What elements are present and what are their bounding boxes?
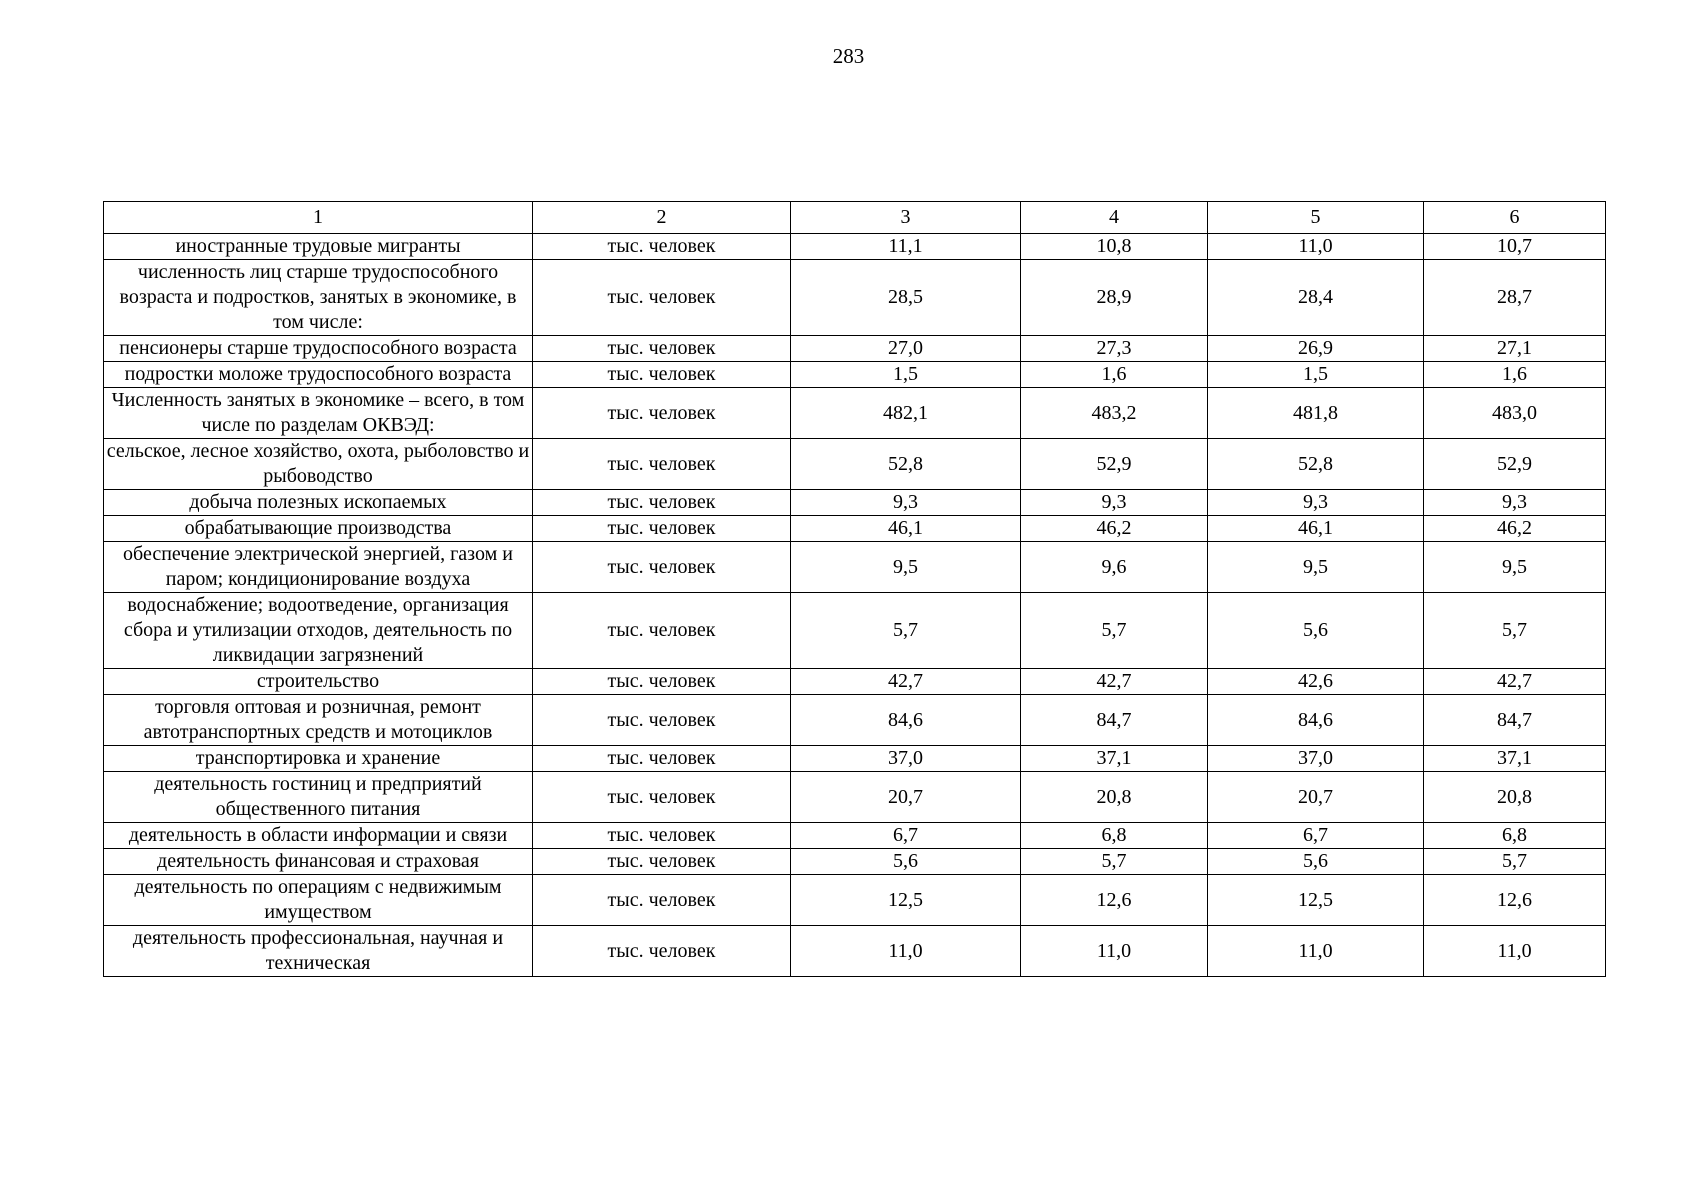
column-header: 3 [791, 202, 1021, 234]
value-cell: 52,9 [1424, 439, 1606, 490]
unit-cell: тыс. человек [533, 746, 791, 772]
value-cell: 46,2 [1021, 516, 1208, 542]
table-row [104, 695, 1606, 746]
value-cell: 5,7 [1021, 593, 1208, 669]
value-cell: 42,7 [791, 669, 1021, 695]
value-cell: 52,9 [1021, 439, 1208, 490]
value-cell: 20,8 [1424, 772, 1606, 823]
table-row [104, 772, 1606, 823]
column-header: 5 [1208, 202, 1424, 234]
value-cell: 42,6 [1208, 669, 1424, 695]
table-row [104, 849, 1606, 875]
unit-cell: тыс. человек [533, 490, 791, 516]
value-cell: 46,1 [791, 516, 1021, 542]
value-cell: 12,5 [1208, 875, 1424, 926]
value-cell: 9,3 [1208, 490, 1424, 516]
indicator-cell: подростки моложе трудоспособного возраста [104, 362, 533, 388]
indicator-cell: деятельность гостиниц и предприятий общественного питания [104, 772, 533, 823]
value-cell: 11,0 [791, 926, 1021, 977]
unit-cell: тыс. человек [533, 439, 791, 490]
table-row [104, 260, 1606, 336]
value-cell: 84,7 [1424, 695, 1606, 746]
unit-cell: тыс. человек [533, 695, 791, 746]
table-row [104, 542, 1606, 593]
value-cell: 10,7 [1424, 234, 1606, 260]
table-row [104, 362, 1606, 388]
value-cell: 6,8 [1021, 823, 1208, 849]
table-row [104, 823, 1606, 849]
value-cell: 9,3 [1021, 490, 1208, 516]
value-cell: 9,6 [1021, 542, 1208, 593]
value-cell: 9,3 [1424, 490, 1606, 516]
value-cell: 5,7 [1424, 849, 1606, 875]
unit-cell: тыс. человек [533, 336, 791, 362]
unit-cell: тыс. человек [533, 849, 791, 875]
indicator-cell: строительство [104, 669, 533, 695]
column-header: 1 [104, 202, 533, 234]
table-row [104, 490, 1606, 516]
value-cell: 12,6 [1424, 875, 1606, 926]
indicator-cell: обрабатывающие производства [104, 516, 533, 542]
value-cell: 5,7 [791, 593, 1021, 669]
page-number: 283 [832, 44, 865, 68]
value-cell: 11,0 [1021, 926, 1208, 977]
indicator-cell: деятельность профессиональная, научная и техническая [104, 926, 533, 977]
unit-cell: тыс. человек [533, 388, 791, 439]
value-cell: 6,7 [1208, 823, 1424, 849]
indicator-cell: водоснабжение; водоотведение, организация сбора и утилизации отходов, деятельность по ликвидации загрязнений [104, 593, 533, 669]
value-cell: 1,5 [791, 362, 1021, 388]
indicator-cell: численность лиц старше трудоспособного возраста и подростков, занятых в экономике, в том числе: [104, 260, 533, 336]
indicator-cell: деятельность по операциям с недвижимым имуществом [104, 875, 533, 926]
value-cell: 5,6 [1208, 849, 1424, 875]
table-row [104, 388, 1606, 439]
unit-cell: тыс. человек [533, 875, 791, 926]
unit-cell: тыс. человек [533, 362, 791, 388]
table-row [104, 875, 1606, 926]
value-cell: 6,8 [1424, 823, 1606, 849]
value-cell: 28,7 [1424, 260, 1606, 336]
value-cell: 5,6 [1208, 593, 1424, 669]
unit-cell: тыс. человек [533, 260, 791, 336]
value-cell: 11,0 [1208, 234, 1424, 260]
value-cell: 37,1 [1021, 746, 1208, 772]
value-cell: 84,6 [791, 695, 1021, 746]
value-cell: 20,7 [1208, 772, 1424, 823]
header-row [104, 202, 1606, 234]
value-cell: 11,0 [1424, 926, 1606, 977]
value-cell: 481,8 [1208, 388, 1424, 439]
unit-cell: тыс. человек [533, 926, 791, 977]
unit-cell: тыс. человек [533, 542, 791, 593]
indicator-cell: пенсионеры старше трудоспособного возраста [104, 336, 533, 362]
value-cell: 42,7 [1424, 669, 1606, 695]
table-row [104, 516, 1606, 542]
column-header: 4 [1021, 202, 1208, 234]
table-row [104, 746, 1606, 772]
unit-cell: тыс. человек [533, 772, 791, 823]
value-cell: 20,7 [791, 772, 1021, 823]
data-table [103, 201, 1606, 977]
column-header: 2 [533, 202, 791, 234]
value-cell: 28,5 [791, 260, 1021, 336]
indicator-cell: иностранные трудовые мигранты [104, 234, 533, 260]
value-cell: 6,7 [791, 823, 1021, 849]
value-cell: 483,2 [1021, 388, 1208, 439]
value-cell: 11,0 [1208, 926, 1424, 977]
value-cell: 5,7 [1021, 849, 1208, 875]
indicator-cell: деятельность в области информации и связи [104, 823, 533, 849]
column-header: 6 [1424, 202, 1606, 234]
value-cell: 1,6 [1424, 362, 1606, 388]
indicator-cell: обеспечение электрической энергией, газом и паром; кондиционирование воздуха [104, 542, 533, 593]
table-row [104, 439, 1606, 490]
table-row [104, 593, 1606, 669]
value-cell: 26,9 [1208, 336, 1424, 362]
value-cell: 28,4 [1208, 260, 1424, 336]
value-cell: 11,1 [791, 234, 1021, 260]
unit-cell: тыс. человек [533, 516, 791, 542]
value-cell: 9,5 [1208, 542, 1424, 593]
indicator-cell: Численность занятых в экономике – всего, в том числе по разделам ОКВЭД: [104, 388, 533, 439]
unit-cell: тыс. человек [533, 593, 791, 669]
value-cell: 46,1 [1208, 516, 1424, 542]
value-cell: 46,2 [1424, 516, 1606, 542]
value-cell: 12,6 [1021, 875, 1208, 926]
value-cell: 84,6 [1208, 695, 1424, 746]
value-cell: 1,6 [1021, 362, 1208, 388]
unit-cell: тыс. человек [533, 669, 791, 695]
value-cell: 27,3 [1021, 336, 1208, 362]
value-cell: 482,1 [791, 388, 1021, 439]
table-row [104, 336, 1606, 362]
value-cell: 5,7 [1424, 593, 1606, 669]
value-cell: 37,1 [1424, 746, 1606, 772]
value-cell: 9,5 [791, 542, 1021, 593]
table-body [104, 234, 1606, 977]
value-cell: 483,0 [1424, 388, 1606, 439]
value-cell: 9,5 [1424, 542, 1606, 593]
indicator-cell: деятельность финансовая и страховая [104, 849, 533, 875]
unit-cell: тыс. человек [533, 234, 791, 260]
table-row [104, 926, 1606, 977]
value-cell: 42,7 [1021, 669, 1208, 695]
indicator-cell: транспортировка и хранение [104, 746, 533, 772]
value-cell: 52,8 [1208, 439, 1424, 490]
value-cell: 84,7 [1021, 695, 1208, 746]
value-cell: 20,8 [1021, 772, 1208, 823]
value-cell: 12,5 [791, 875, 1021, 926]
value-cell: 27,1 [1424, 336, 1606, 362]
value-cell: 1,5 [1208, 362, 1424, 388]
value-cell: 37,0 [1208, 746, 1424, 772]
value-cell: 52,8 [791, 439, 1021, 490]
indicator-cell: добыча полезных ископаемых [104, 490, 533, 516]
value-cell: 28,9 [1021, 260, 1208, 336]
table-row [104, 234, 1606, 260]
value-cell: 9,3 [791, 490, 1021, 516]
table-row [104, 669, 1606, 695]
value-cell: 10,8 [1021, 234, 1208, 260]
value-cell: 5,6 [791, 849, 1021, 875]
indicator-cell: торговля оптовая и розничная, ремонт автотранспортных средств и мотоциклов [104, 695, 533, 746]
value-cell: 27,0 [791, 336, 1021, 362]
unit-cell: тыс. человек [533, 823, 791, 849]
indicator-cell: сельское, лесное хозяйство, охота, рыболовство и рыбоводство [104, 439, 533, 490]
value-cell: 37,0 [791, 746, 1021, 772]
